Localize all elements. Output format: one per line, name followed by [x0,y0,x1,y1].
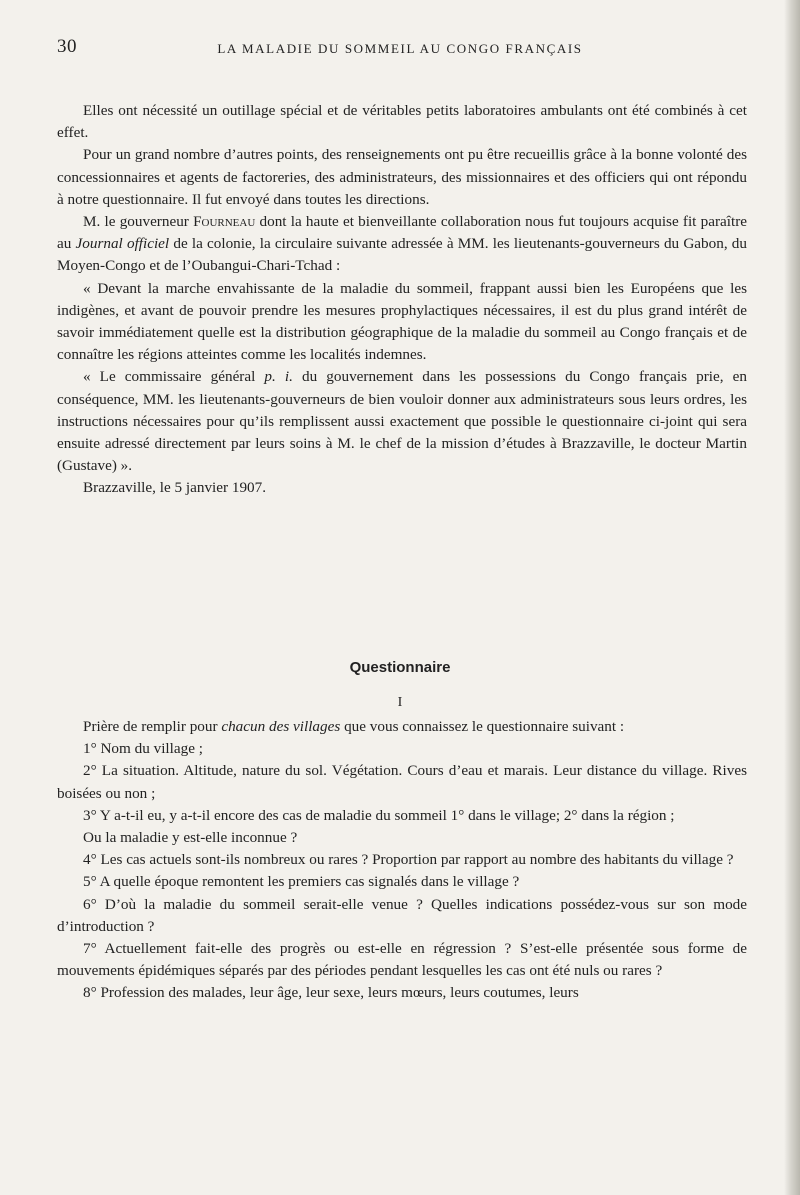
p3-text-c: de la colonie, la circulaire suivante adressée à MM. les lieutenants-gouverneurs du Gabon, du Moyen-Congo et de l’Oubangui-Chari-Tchad : [57,235,747,275]
section-number: I [397,695,403,710]
question-1: 1° Nom du village ; [83,740,203,758]
paragraph-6: Brazzaville, le 5 janvier 1907. [83,479,267,497]
question-6: 6° D’où la maladie du sommeil serait-elle venue ? Quelles indications possédez-vous sur son mode d’introduction ? [57,895,747,935]
p3-text-b: dont la haute et bienveillante collaboration nous fut toujours acquise fit paraître au [57,213,747,253]
page-edge-shadow [784,0,800,1195]
p5-pi: p. i. [264,368,293,386]
paragraph-1: Elles ont nécessité un outillage spécial et de véritables petits laboratoires ambulants ont été combinés à cet effet. [57,102,747,142]
p3-text-a: M. le gouverneur [83,213,194,231]
paragraph-5 [57,366,747,477]
question-7: 7° Actuellement fait-elle des progrès ou est-elle en régression ? S’est-elle présentée sous forme de mouvements épidémiques séparés par des périodes pendant lesquelles les cas ont été nuls ou rares ? [57,940,747,980]
question-8: 8° Profession des malades, leur âge, leur sexe, leurs mœurs, leurs coutumes, leurs [83,984,579,1002]
questionnaire-lead [57,716,747,738]
p5-text-b: du gouvernement dans les possessions du Congo français prie, en conséquence, MM. les lieutenants-gouverneurs de bien vouloir donner aux administrateurs sous leurs ordres, les instructions nécessaires pour qu’ils remplissent aussi exactement que possible le questionnaire ci-joint qui sera ensuite adressé directement par leurs soins à M. le chef de la mission d’études à Brazzaville, le docteur Martin (Gustave) ». [57,368,747,475]
p5-text-a: « Le commissaire général [83,368,265,386]
paragraph-4: « Devant la marche envahissante de la maladie du sommeil, frappant aussi bien les Européens que les indigènes, et avant de pouvoir prendre les mesures prophylactiques nécessaires, il est du plus grand intérêt de savoir immédiatement quelle est la distribution géographique de la maladie du sommeil au Congo français et de connaître les régions atteintes comme les localités indemnes. [57,279,747,364]
question-5: 5° A quelle époque remontent les premiers cas signalés dans le village ? [83,873,520,891]
page-number: 30 [57,36,77,57]
question-2: 2° La situation. Altitude, nature du sol. Végétation. Cours d’eau et marais. Leur distance du village. Rives boisées ou non ; [57,762,747,802]
questionnaire-heading: Questionnaire [349,659,451,676]
paragraph-3 [57,211,747,278]
lead-text-a: Prière de remplir pour [83,718,222,735]
running-title: LA MALADIE DU SOMMEIL AU CONGO FRANÇAIS [217,41,583,56]
question-3b: Ou la maladie y est-elle inconnue ? [83,829,298,847]
journal-title: Journal officiel [75,235,170,253]
paragraph-2: Pour un grand nombre d’autres points, des renseignements ont pu être recueillis grâce à la bonne volonté des concessionnaires et agents de factoreries, des administrateurs, des missionnaires et des officiers qui ont répondu à notre questionnaire. Il fut envoyé dans toutes les directions. [57,146,747,208]
lead-emphasis: chacun des villages [221,718,341,735]
question-3: 3° Y a-t-il eu, y a-t-il encore des cas de maladie du sommeil 1° dans le village; 2° dans la région ; [83,806,675,824]
governor-name: Fourneau [193,213,256,231]
questionnaire-text [57,716,747,1005]
intro-text [57,100,747,500]
lead-text-b: que vous connaissez le questionnaire suivant : [340,718,625,735]
question-4: 4° Les cas actuels sont-ils nombreux ou rares ? Proportion par rapport au nombre des habitants du village ? [83,851,734,869]
